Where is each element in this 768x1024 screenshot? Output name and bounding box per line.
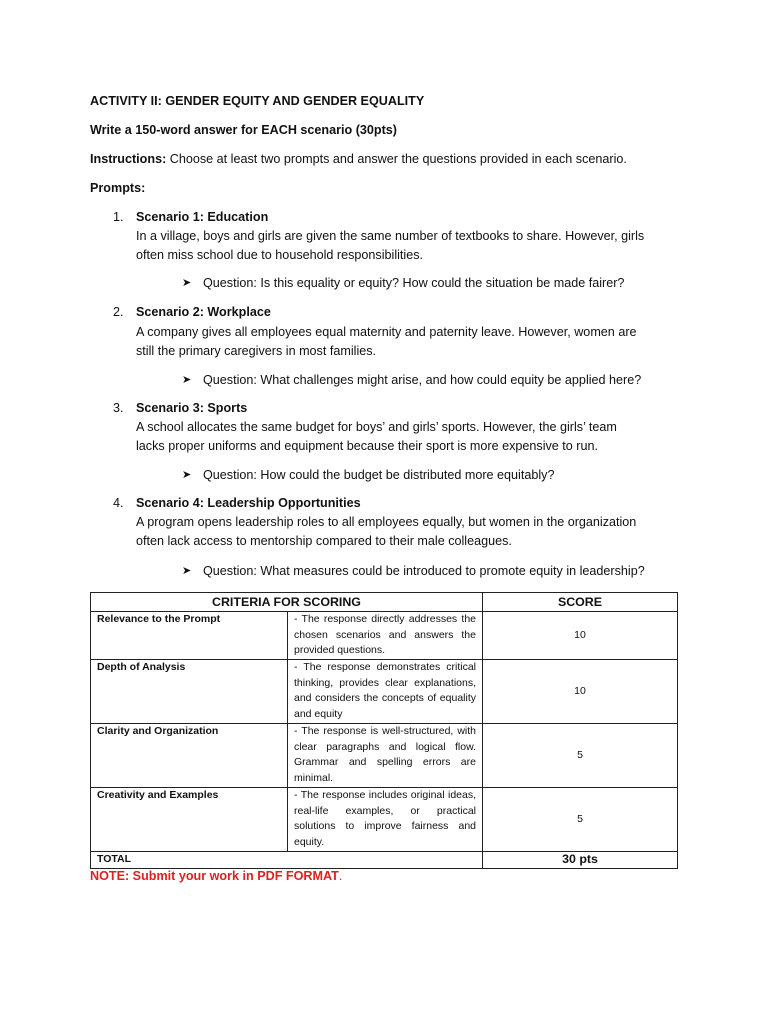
scenario-number: 2. [113, 305, 124, 319]
criterion-score: 5 [483, 724, 678, 788]
rubric-row [91, 612, 678, 660]
criterion-name: Depth of Analysis [91, 660, 288, 724]
criterion-name: Creativity and Examples [91, 788, 288, 852]
write-instruction: Write a 150-word answer for EACH scenario (30pts) [90, 123, 398, 137]
scoring-rubric-table [90, 592, 678, 869]
rubric-total-row [91, 852, 678, 869]
instructions-paragraph [90, 150, 627, 169]
scenario-text-line: A school allocates the same budget for boys’ and girls’ sports. However, the girls’ team [136, 420, 617, 434]
prompts-label: Prompts: [90, 181, 146, 195]
arrow-bullet-icon: ➤ [182, 565, 192, 577]
criterion-description: - The response demonstrates critical thinking, provides clear explanations, and considers the concepts of equality and equity [288, 660, 483, 724]
criteria-header: CRITERIA FOR SCORING [91, 593, 483, 612]
note-text: NOTE: Submit your work in PDF FORMAT [90, 869, 339, 883]
scenario-text-line: A program opens leadership roles to all employees equally, but women in the organization [136, 515, 637, 529]
criterion-description: - The response includes original ideas, real-life examples, or practical solutions to improve fairness and equity. [288, 788, 483, 852]
scenario-number: 3. [113, 401, 124, 415]
scenario-text-line: often miss school due to household responsibilities. [136, 248, 424, 262]
scenario-title: Scenario 2: Workplace [136, 305, 271, 319]
criterion-description: - The response is well-structured, with clear paragraphs and logical flow. Grammar and spelling errors are minimal. [288, 724, 483, 788]
submission-note [90, 867, 342, 886]
criterion-score: 10 [483, 660, 678, 724]
scenario-title: Scenario 4: Leadership Opportunities [136, 496, 361, 510]
scenario-number: 4. [113, 496, 124, 510]
total-label: TOTAL [91, 852, 483, 869]
criterion-name: Relevance to the Prompt [91, 612, 288, 660]
criterion-name: Clarity and Organization [91, 724, 288, 788]
scenario-question: Question: What measures could be introduced to promote equity in leadership? [203, 564, 645, 578]
arrow-bullet-icon: ➤ [182, 374, 192, 386]
total-score: 30 pts [483, 852, 678, 869]
scenario-text-line: lacks proper uniforms and equipment because their sport is more expensive to run. [136, 439, 599, 453]
scenario-question: Question: What challenges might arise, and how could equity be applied here? [203, 373, 642, 387]
scenario-text-line: still the primary caregivers in most families. [136, 344, 377, 358]
scenario-text-line: often lack access to mentorship compared to their male colleagues. [136, 534, 512, 548]
arrow-bullet-icon: ➤ [182, 277, 192, 289]
note-suffix: . [338, 869, 343, 883]
activity-title: ACTIVITY II: GENDER EQUITY AND GENDER EQUALITY [90, 94, 425, 108]
scenario-text-line: In a village, boys and girls are given the same number of textbooks to share. However, girls [136, 229, 645, 243]
rubric-row [91, 660, 678, 724]
instructions-label: Instructions: [90, 152, 167, 166]
arrow-bullet-icon: ➤ [182, 469, 192, 481]
instructions-text: Choose at least two prompts and answer the questions provided in each scenario. [166, 152, 627, 166]
criterion-description: - The response directly addresses the chosen scenarios and answers the provided questions. [288, 612, 483, 660]
rubric-header-row [91, 593, 678, 612]
criterion-score: 5 [483, 788, 678, 852]
rubric-row [91, 724, 678, 788]
scenario-question: Question: How could the budget be distributed more equitably? [203, 468, 555, 482]
score-header: SCORE [483, 593, 678, 612]
scenario-question: Question: Is this equality or equity? How could the situation be made fairer? [203, 276, 625, 290]
criterion-score: 10 [483, 612, 678, 660]
scenario-title: Scenario 1: Education [136, 210, 269, 224]
scenario-text-line: A company gives all employees equal maternity and paternity leave. However, women are [136, 325, 637, 339]
scenario-title: Scenario 3: Sports [136, 401, 248, 415]
rubric-row [91, 788, 678, 852]
scenario-number: 1. [113, 210, 124, 224]
